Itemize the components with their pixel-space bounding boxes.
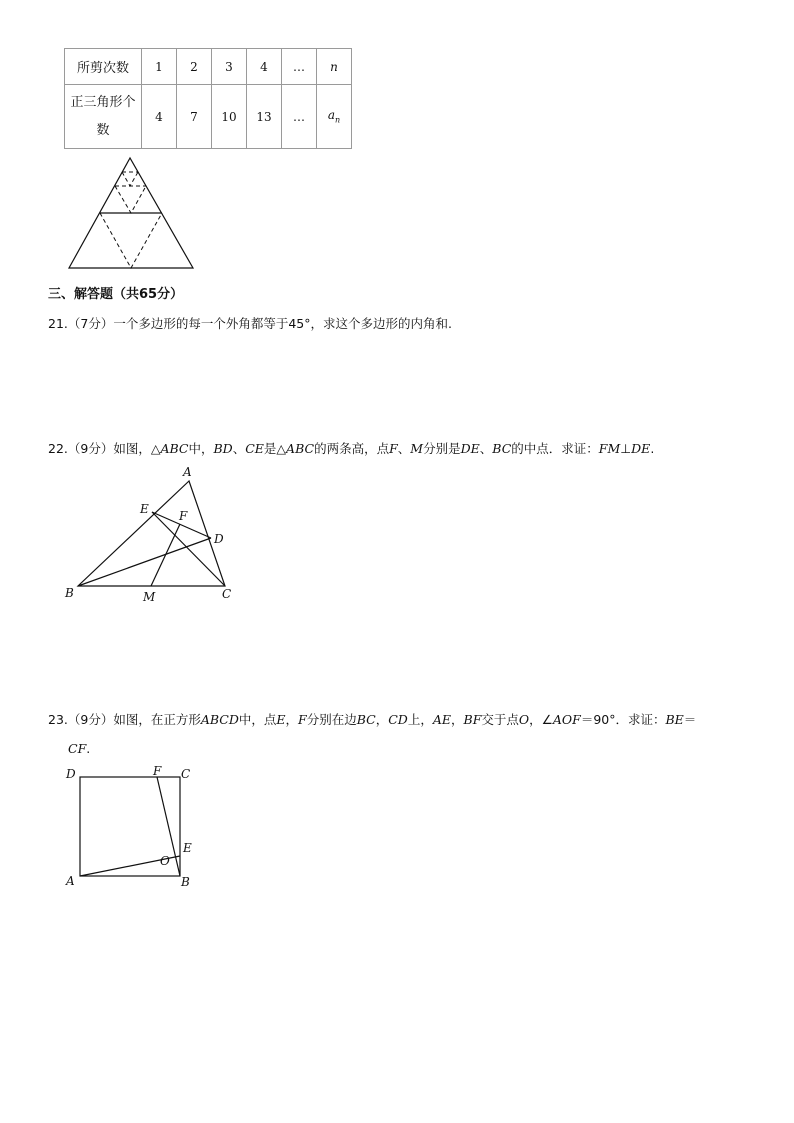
label-f: F (179, 509, 188, 523)
question-23: 23.（9分）如图，在正方形ABCD中，点E，F分别在边BC，CD上，AE，BF交于点O，∠AOF＝90°．求证：BE＝ (48, 712, 697, 727)
table-cell: … (282, 85, 317, 149)
header-line-2: 数 (96, 122, 110, 138)
question-23-line2: CF. (68, 741, 91, 756)
label-a: A (183, 465, 192, 479)
label-f: F (153, 764, 162, 778)
label-e: E (140, 502, 149, 516)
label-b: B (65, 586, 74, 600)
label-e: E (183, 841, 192, 855)
table-cell: n (317, 49, 352, 85)
table-header-cuts: 所剪次数 (65, 49, 142, 85)
section-title: 三、解答题（共65分） (48, 287, 184, 302)
label-m: M (143, 590, 156, 604)
table-cell: … (282, 49, 317, 85)
question-21: 21.（7分）一个多边形的每一个外角都等于45°，求这个多边形的内角和. (48, 316, 452, 331)
table-cell: 7 (177, 85, 212, 149)
table-cell: 4 (247, 49, 282, 85)
label-o: O (160, 854, 170, 868)
table-cell: 3 (212, 49, 247, 85)
label-c: C (222, 587, 232, 601)
label-d: D (66, 767, 76, 781)
question-22: 22.（9分）如图，△ABC中，BD、CE是△ABC的两条高，点F、M分别是DE、BC的中点．求证：FM⊥DE. (48, 441, 655, 456)
table-cell: 1 (142, 49, 177, 85)
table-cell: 13 (247, 85, 282, 149)
label-a: A (66, 874, 75, 888)
header-line-1: 正三角形个 (70, 94, 136, 110)
table-cell-an: $a_n$ (317, 85, 352, 149)
table-cell: 4 (142, 85, 177, 149)
table-cell: 2 (177, 49, 212, 85)
table-cell: 10 (212, 85, 247, 149)
label-b: B (181, 875, 190, 889)
label-d: D (214, 532, 224, 546)
label-c: C (181, 767, 191, 781)
